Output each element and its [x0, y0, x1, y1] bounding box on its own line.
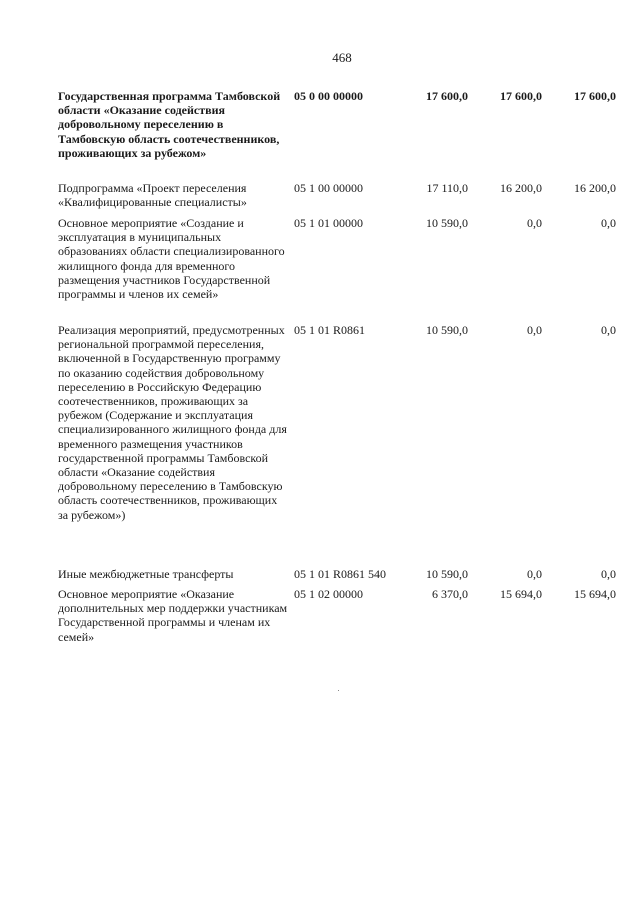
- row-value-2: 17 600,0: [500, 89, 542, 103]
- row-value-2: 0,0: [527, 567, 542, 581]
- row-code: 05 1 01 R0861: [294, 323, 366, 337]
- row-value-1: 17 600,0: [426, 89, 468, 103]
- row-code: 05 1 01 R0861 540: [294, 567, 387, 581]
- row-name: Иные межбюджетные трансферты: [58, 567, 234, 581]
- row-value-3: 0,0: [601, 323, 616, 337]
- row-value-2: 0,0: [527, 323, 542, 337]
- row-name: Реализация мероприятий, предусмотренных региональной программой переселения, включенной в Государственную программу по оказанию содействия добровольному переселению в Российскую Федерацию соотечественников, проживающих за рубежом (Содержание и эксплуатация специализированного жилищного фонда для временного размещения участников государственной программы Тамбовской области «Оказание содействия добровольному переселению в Тамбовскую область соотечественников, проживающих за рубежом»): [58, 323, 287, 522]
- row-value-3: 0,0: [601, 567, 616, 581]
- scan-speck: [338, 690, 339, 691]
- row-value-3: 0,0: [601, 216, 616, 230]
- row-value-3: 15 694,0: [574, 587, 616, 601]
- row-value-2: 15 694,0: [500, 587, 542, 601]
- row-name: Государственная программа Тамбовской области «Оказание содействия добровольному переселению в Тамбовскую область соотечественников, проживающих за рубежом»: [58, 89, 281, 160]
- row-value-2: 0,0: [527, 216, 542, 230]
- row-value-3: 17 600,0: [574, 89, 616, 103]
- row-code: 05 1 02 00000: [294, 587, 363, 601]
- row-value-3: 16 200,0: [574, 181, 616, 195]
- row-value-1: 6 370,0: [432, 587, 468, 601]
- row-code: 05 1 01 00000: [294, 216, 363, 230]
- row-name: Основное мероприятие «Создание и эксплуатация в муниципальных образованиях области специализированного жилищного фонда для временного размещения участников Государственной программы и членов их семей»: [58, 216, 285, 302]
- row-name: Основное мероприятие «Оказание дополнительных мер поддержки участникам Государственной программы и членам их семей»: [58, 587, 288, 644]
- row-value-1: 17 110,0: [426, 181, 468, 195]
- row-value-1: 10 590,0: [426, 323, 468, 337]
- row-code: 05 0 00 00000: [294, 89, 363, 103]
- page-number: 468: [332, 50, 352, 65]
- row-name: Подпрограмма «Проект переселения «Квалифицированные специалисты»: [58, 181, 247, 210]
- row-value-2: 16 200,0: [500, 181, 542, 195]
- row-value-1: 10 590,0: [426, 216, 468, 230]
- row-value-1: 10 590,0: [426, 567, 468, 581]
- row-code: 05 1 00 00000: [294, 181, 363, 195]
